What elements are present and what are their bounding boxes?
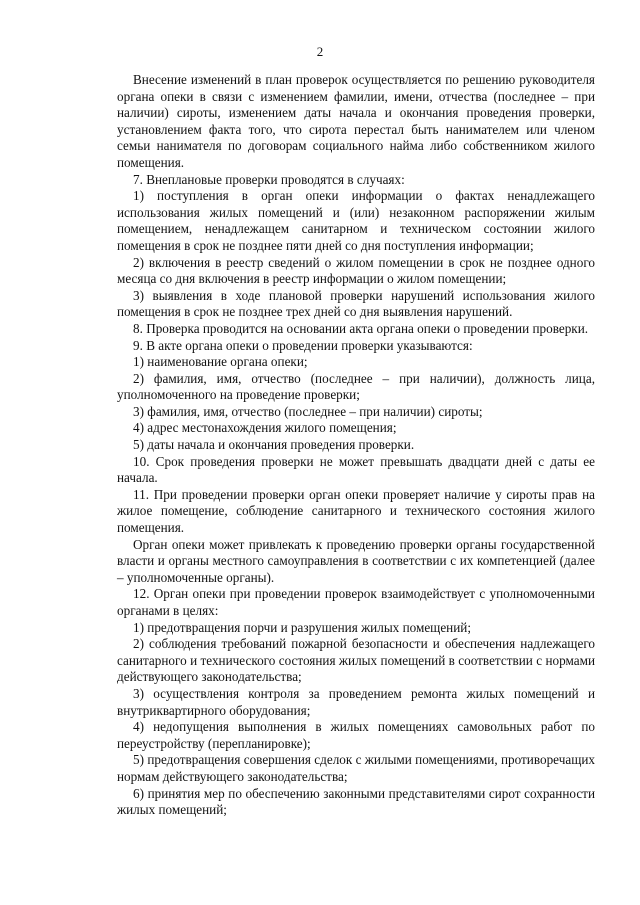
- paragraph-12-item-2: 2) соблюдения требований пожарной безопасности и обеспечения надлежащего санитарного и технического состояния жилых помещений в соответствии с нормами действующего законодательства;: [117, 636, 595, 685]
- paragraph-12-item-6: 6) принятия мер по обеспечению законными представителями сирот сохранности жилых помещений;: [117, 785, 595, 818]
- paragraph-plan-changes: Внесение изменений в план проверок осуществляется по решению руководителя органа опеки в связи с изменением фамилии, имени, отчества (последнее – при наличии) сироты, изменением даты начала и окончания проведения проверки, установлением факта того, что сирота перестал быть нанимателем или членом семьи нанимателя по договорам социального найма либо собственником жилого помещения.: [117, 72, 595, 170]
- paragraph-9: 9. В акте органа опеки о проведении проверки указываются:: [133, 337, 473, 353]
- paragraph-9-item-3: 3) фамилия, имя, отчество (последнее – при наличии) сироты;: [133, 403, 483, 419]
- page-number: 2: [316, 44, 324, 59]
- paragraph-12-item-4: 4) недопущения выполнения в жилых помещениях самовольных работ по переустройству (перепланировке);: [117, 719, 595, 751]
- paragraph-12-item-1: 1) предотвращения порчи и разрушения жилых помещений;: [133, 619, 472, 635]
- paragraph-7-unscheduled-checks: 7. Внеплановые проверки проводятся в случаях:: [133, 171, 405, 187]
- paragraph-12: 12. Орган опеки при проведении проверок взаимодействует с уполномоченными органами в целях:: [117, 586, 595, 618]
- paragraph-12-item-5: 5) предотвращения совершения сделок с жилыми помещениями, противоречащих нормам действующего законодательства;: [117, 752, 595, 784]
- paragraph-9-item-5: 5) даты начала и окончания проведения проверки.: [133, 437, 415, 453]
- paragraph-8: 8. Проверка проводится на основании акта органа опеки о проведении проверки.: [133, 320, 589, 336]
- paragraph-7-item-3: 3) выявления в ходе плановой проверки нарушений использования жилого помещения в срок не позднее трех дней со дня выявления нарушений.: [117, 287, 595, 320]
- paragraph-11-authorized-bodies: Орган опеки может привлекать к проведению проверки органы государственной власти и органы местного самоуправления в соответствии с их компетенцией (далее – уполномоченные органы).: [117, 536, 595, 585]
- paragraph-12-item-3: 3) осуществления контроля за проведением ремонта жилых помещений и внутриквартирного оборудования;: [117, 685, 595, 718]
- document-body: [117, 72, 595, 819]
- paragraph-9-item-2: 2) фамилия, имя, отчество (последнее – при наличии), должность лица, уполномоченного на проведение проверки;: [117, 370, 595, 403]
- paragraph-7-item-2: 2) включения в реестр сведений о жилом помещении в срок не позднее одного месяца со дня включения в реестр информации о жилом помещении;: [117, 254, 595, 287]
- paragraph-7-item-1: 1) поступления в орган опеки информации о фактах ненадлежащего использования жилых помещений и (или) незаконном распоряжении жилым помещением, ненадлежащем санитарном и техническом состоянии жилого помещения в срок не позднее пяти дней со дня поступления информации;: [117, 188, 595, 253]
- paragraph-9-item-1: 1) наименование органа опеки;: [133, 354, 308, 370]
- paragraph-11: 11. При проведении проверки орган опеки проверяет наличие у сироты прав на жилое помещение, соблюдение санитарного и технического состояния жилого помещения.: [117, 486, 595, 536]
- paragraph-10: 10. Срок проведения проверки не может превышать двадцати дней с даты ее начала.: [117, 453, 595, 486]
- paragraph-9-item-4: 4) адрес местонахождения жилого помещения;: [133, 420, 397, 436]
